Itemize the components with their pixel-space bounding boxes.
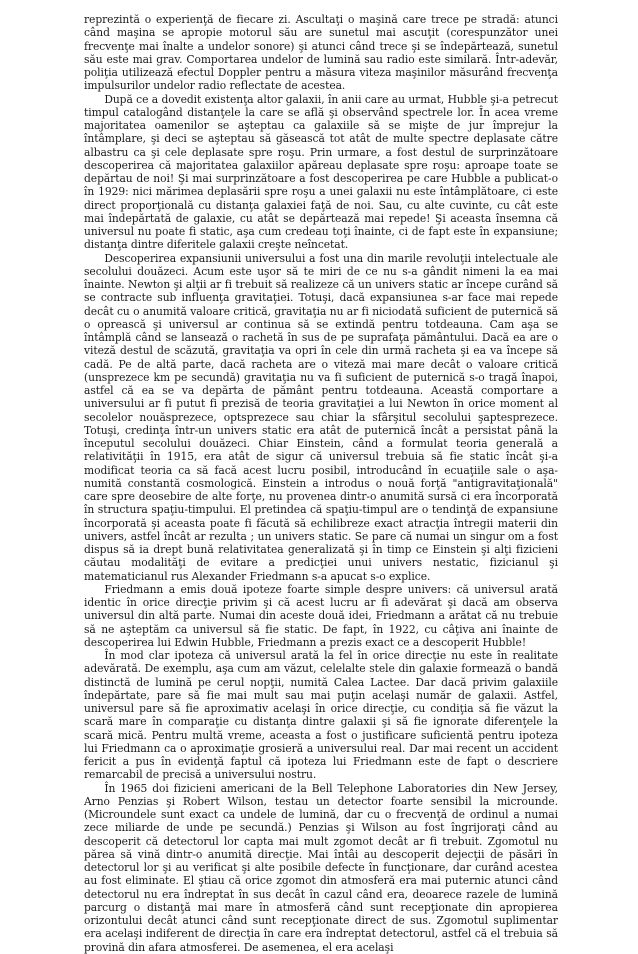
paragraph-1: reprezintă o experienţă de fiecare zi. Ascultaţi o maşină care trece pe stradă: atunci când maşina se apropie motorul său are sunetul mai ascuţit (corespunzător unei frecvenţe mai înalte a undelor sonore) şi atunci când trece şi se îndepărtează, sunetul său este mai grav. Comportarea undelor de lumină sau radio este similară. Într-adevăr, poliţia utilizează efectul Doppler pentru a măsura viteza maşinilor măsurând frecvenţa impulsurilor undelor radio reflectate de acestea. xyxy=(84,13,558,93)
paragraph-5: În mod clar ipoteza că universul arată la fel în orice direcţie nu este în realitate adevărată. De exemplu, aşa cum am văzut, celelalte stele din galaxie formează o bandă distinctă de lumină pe cerul nopţii, numită Calea Lactee. Dar dacă privim galaxiile îndepărtate, pare să fie mai mult sau mai puţin acelaşi număr de galaxii. Astfel, universul pare să fie aproximativ acelaşi în orice direcţie, cu condiţia să fie văzut la scară mare în comparaţie cu distanţa dintre galaxii şi să fie ignorate diferenţele la scară mică. Pentru multă vreme, aceasta a fost o justificare suficientă pentru ipoteza lui Friedmann ca o aproximaţie grosieră a universului real. Dar mai recent un accident fericit a pus în evidenţă faptul că ipoteza lui Friedmann este de fapt o descriere remarcabil de precisă a universului nostru. xyxy=(84,649,558,782)
paragraph-2: După ce a dovedit existenţa altor galaxii, în anii care au urmat, Hubble şi-a petrecut timpul catalogând distanţele la care se află şi observând spectrele lor. În acea vreme majoritatea oamenilor se aşteptau ca galaxiile să se mişte de jur împrejur la întâmplare, şi deci se aşteptau să găsească tot atât de multe spectre deplasate către albastru ca şi cele deplasate spre roşu. Prin urmare, a fost destul de surprinzătoare descoperirea că majoritatea galaxiilor apăreau deplasate spre roşu: aproape toate se depărtau de noi! Şi mai surprinzătoare a fost descoperirea pe care Hubble a publicat-o în 1929: nici mărimea deplasării spre roşu a unei galaxii nu este întâmplătoare, ci este direct proporţională cu distanţa galaxiei faţă de noi. Sau, cu alte cuvinte, cu cât este mai îndepărtată de galaxie, cu atât se depărtează mai repede! Şi aceasta însemna că universul nu poate fi static, aşa cum credeau toţi înainte, ci de fapt este în expansiune; distanţa dintre diferitele galaxii creşte neîncetat. xyxy=(84,92,558,252)
paragraph-3: Descoperirea expansiunii universului a fost una din marile revoluţii intelectuale ale secolului douăzeci. Acum este uşor să te miri de ce nu s-a gândit nimeni la ea mai înainte. Newton şi alţii ar fi trebuit să realizeze că un univers static ar începe curând să se contracte sub influenţa gravitaţiei. Totuşi, dacă expansiunea s-ar face mai repede decât cu o anumită valoare critică, gravitaţia nu ar fi niciodată suficient de puternică să o oprească şi universul ar continua să se extindă pentru totdeauna. Cam aşa se întâmplă când se lansează o rachetă în sus de pe suprafaţa pământului. Dacă ea are o viteză destul de scăzută, gravitaţia va opri în cele din urmă racheta şi ea va începe să cadă. Pe de altă parte, dacă racheta are o viteză mai mare decât o valoare critică (unsprezece km pe secundă) gravitaţia nu va fi suficient de puternică s-o tragă înapoi, astfel că ea se va depărta de pământ pentru totdeauna. Această comportare a universului ar fi putut fi prezisă de teoria gravitaţiei a lui Newton în orice moment al secolelor nouăsprezece, optsprezece sau chiar la sfârşitul secolului şaptesprezece. Totuşi, credinţa într-un univers static era atât de puternică încât a persistat până la începutul secolului douăzeci. Chiar Einstein, când a formulat teoria generală a relativităţii în 1915, era atât de sigur că universul trebuia să fie static încât şi-a modificat teoria ca să facă acest lucru posibil, introducând în ecuaţiile sale o aşa-numită constantă cosmologică. Einstein a introdus o nouă forţă "antigravitaţională" care spre deosebire de alte forţe, nu provenea dintr-o anumită sursă ci era încorporată în structura spaţiu-timpului. El pretindea că spaţiu-timpul are o tendinţă de expansiune încorporată şi aceasta poate fi făcută să echilibreze exact atracţia întregii materii din univers, astfel încât ar rezulta ; un univers static. Se pare că numai un singur om a fost dispus să ia drept bună relativitatea generalizată şi în timp ce Einstein şi alţi fizicieni căutau modalităţi de evitare a predicţiei unui univers nestatic, fizicianul şi matematicianul rus Alexander Friedmann s-a apucat s-o explice. xyxy=(84,251,558,583)
paragraph-6: În 1965 doi fizicieni americani de la Bell Telephone Laboratories din New Jersey, Arno Penzias şi Robert Wilson, testau un detector foarte sensibil la microunde. (Microundele sunt exact ca undele de lumină, dar cu o frecvenţă de ordinul a numai zece miliarde de unde pe secundă.) Penzias şi Wilson au fost îngrijoraţi când au descoperit că detectorul lor capta mai mult zgomot decât ar fi trebuit. Zgomotul nu părea să vină dintr-o anumită direcţie. Mai întâi au descoperit dejecţii de păsări în detectorul lor şi au verificat şi alte posibile defecte în funcţionare, dar curând acestea au fost eliminate. El ştiau că orice zgomot din atmosferă era mai puternic atunci când detectorul nu era îndreptat în sus decât în cazul când era, deoarece razele de lumină parcurg o distanţă mai mare în atmosferă când sunt recepţionate din apropierea orizontului decât atunci când sunt recepţionate direct de sus. Zgomotul suplimentar era acelaşi indiferent de direcţia în care era îndreptat detectorul, astfel că el trebuia să provină din afara atmosferei. De asemenea, el era acelaşi xyxy=(84,781,558,954)
paragraph-4: Friedmann a emis două ipoteze foarte simple despre univers: că universul arată identic în orice direcţie privim şi că acest lucru ar fi adevărat şi dacă am observa universul din altă parte. Numai din aceste două idei, Friedmann a arătat că nu trebuie să ne aşteptăm ca universul să fie static. De fapt, în 1922, cu câţiva ani înainte de descoperirea lui Edwin Hubble, Friedmann a prezis exact ce a descoperit Hubble! xyxy=(84,582,558,649)
document-page xyxy=(84,13,558,954)
